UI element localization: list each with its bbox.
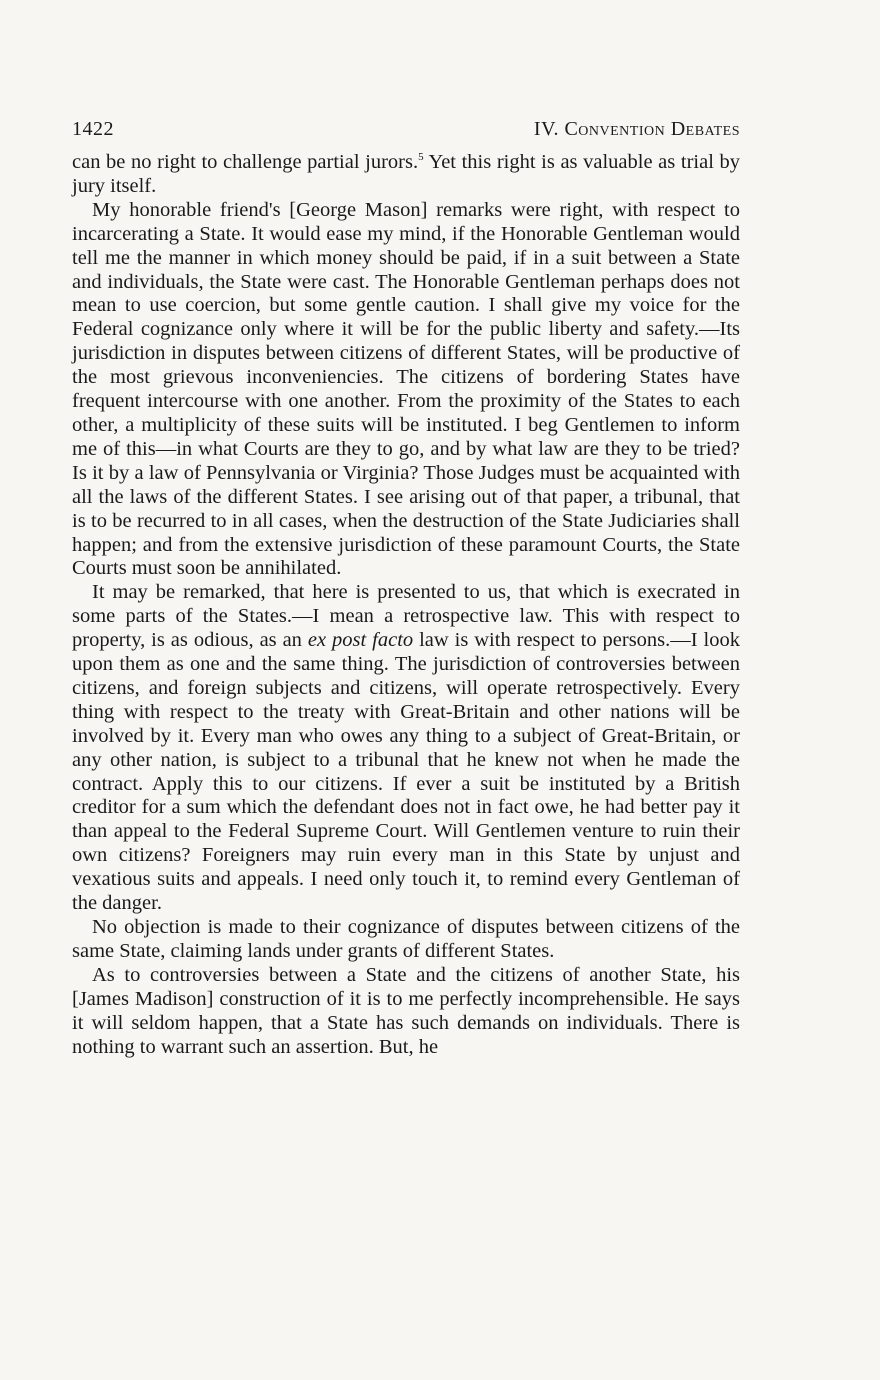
paragraph-5: As to controversies between a State and the citizens of another State, his [James Madison] construction of it is to me perfectly incomprehensible. He says it will seldom happen, that a State has such demands on individuals. There is nothing to warrant such an assertion. But, he xyxy=(72,963,740,1058)
page-number: 1422 xyxy=(72,118,114,140)
paragraph-text: law is with respect to persons.—I look upon them as one and the same thing. The jurisdiction of controversies between citizens, and foreign subjects and citizens, will operate retrospectively. Every thing with respect to the treaty with Great-Britain and other nations will be involved by it. Every man who owes any thing to a subject of Great-Britain, or any other nation, is subject to a tribunal that he knew not when he made the contract. Apply this to our citizens. If ever a suit be instituted by a British creditor for a sum which the defendant does not in fact owe, he had better pay it than appeal to the Federal Supreme Court. Will Gentlemen venture to ruin their own citizens? Foreigners may ruin every man in this State by unjust and vexatious suits and appeals. I need only touch it, to remind every Gentleman of the danger. xyxy=(72,629,740,915)
paragraph-3 xyxy=(72,581,740,916)
paragraph-text: It may be remarked, that here is presented to us, that which is execrated in some parts of the States.—I mean a retrospective law. This with respect to property, is as odious, as an xyxy=(72,581,740,652)
body-text xyxy=(72,151,740,1059)
document-page xyxy=(72,118,740,1059)
footnote-reference: 5 xyxy=(418,151,424,164)
italic-phrase: ex post facto xyxy=(307,629,414,652)
paragraph-2: My honorable friend's [George Mason] remarks were right, with respect to incarcerating a State. It would ease my mind, if the Honorable Gentleman would tell me the manner in which money should be paid, if in a suit between a State and individuals, the State were cast. The Honorable Gentleman perhaps does not mean to use coercion, but some gentle caution. I shall give my voice for the Federal cognizance only where it will be for the public liberty and safety.—Its jurisdiction in disputes between citizens of different States, will be productive of the most grievous inconveniencies. The citizens of bordering States have frequent intercourse with one another. From the proximity of the States to each other, a multiplicity of these suits will be instituted. I beg Gentlemen to inform me of this—in what Courts are they to go, and by what law are they to be tried? Is it by a law of Pennsylvania or Virginia? Those Judges must be acquainted with all the laws of the different States. I see arising out of that paper, a tribunal, that is to be recurred to in all cases, when the destruction of the State Judiciaries shall happen; and from the extensive jurisdiction of these paramount Courts, the State Courts must soon be annihilated. xyxy=(72,198,740,580)
paragraph-text: can be no right to challenge partial jurors. xyxy=(72,151,419,173)
paragraph-text: Yet this right is as valuable as trial by jury itself. xyxy=(72,151,740,197)
running-head xyxy=(72,118,740,141)
section-title: IV. Convention Debates xyxy=(533,118,740,140)
paragraph-4: No objection is made to their cognizance of disputes between citizens of the same State, claiming lands under grants of different States. xyxy=(72,916,740,962)
paragraph-1 xyxy=(72,151,740,199)
